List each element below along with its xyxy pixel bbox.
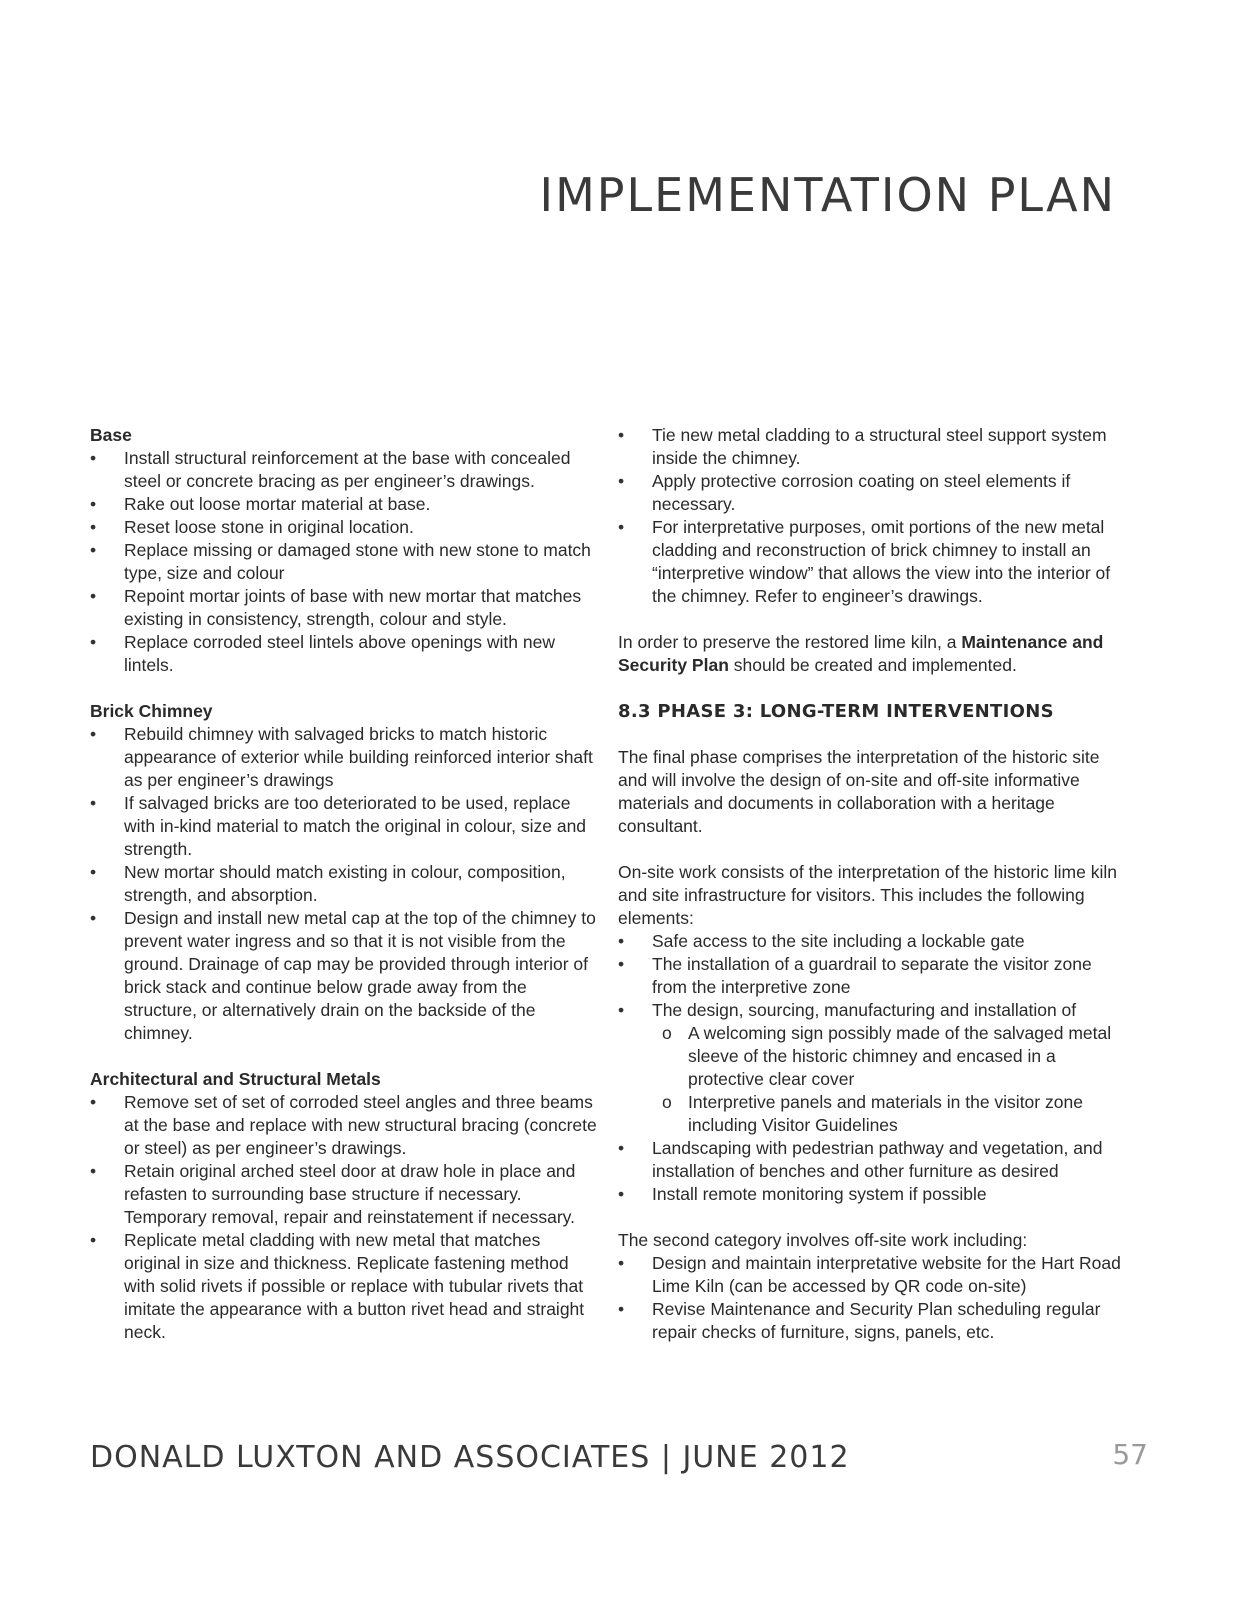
list-item: • If salvaged bricks are too deteriorated to be used, replace with in-kind material to match the original in colour, size and strength. xyxy=(90,792,600,861)
list-item: • Rebuild chimney with salvaged bricks to match historic appearance of exterior while building reinforced interior shaft as per engineer’s drawings xyxy=(90,723,600,792)
onsite-list xyxy=(618,930,1128,1206)
list-item: • The installation of a guardrail to separate the visitor zone from the interpretive zone xyxy=(618,953,1128,999)
onsite-intro: On-site work consists of the interpretation of the historic lime kiln and site infrastructure for visitors. This includes the following elements: xyxy=(618,862,1117,928)
sub-list xyxy=(652,1022,1128,1137)
page-number: 57 xyxy=(1112,1438,1148,1471)
list-item: • Design and maintain interpretative website for the Hart Road Lime Kiln (can be accessed by QR code on-site) xyxy=(618,1252,1128,1298)
phase-heading: 8.3 PHASE 3: LONG-TERM INTERVENTIONS xyxy=(618,701,1054,722)
list-item: • Replace corroded steel lintels above openings with new lintels. xyxy=(90,631,600,677)
right-column xyxy=(618,424,1128,1367)
list-item-text: The design, sourcing, manufacturing and installation of xyxy=(652,1000,1077,1020)
list-item: • Replicate metal cladding with new metal that matches original in size and thickness. Replicate fastening method with solid rivets if possible or replace with tubular rivets that imitate the appearance with a button rivet head and straight neck. xyxy=(90,1229,600,1344)
onsite-section xyxy=(618,861,1128,1206)
chimney-heading: Brick Chimney xyxy=(90,701,213,721)
list-item: • New mortar should match existing in colour, composition, strength, and absorption. xyxy=(90,861,600,907)
list-item: • Remove set of set of corroded steel angles and three beams at the base and replace with new structural bracing (concrete or steel) as per engineer’s drawings. xyxy=(90,1091,600,1160)
maintenance-plan-term: Maintenance and Security Plan xyxy=(618,632,1104,675)
metals-list xyxy=(90,1091,600,1344)
metals-section xyxy=(90,1068,600,1344)
page-title: IMPLEMENTATION PLAN xyxy=(539,168,1116,222)
list-item: • Replace missing or damaged stone with new stone to match type, size and colour xyxy=(90,539,600,585)
base-section xyxy=(90,424,600,677)
list-item: • Install structural reinforcement at the base with concealed steel or concrete bracing as per engineer’s drawings. xyxy=(90,447,600,493)
list-item: • Revise Maintenance and Security Plan scheduling regular repair checks of furniture, signs, panels, etc. xyxy=(618,1298,1128,1344)
list-item: • Tie new metal cladding to a structural steel support system inside the chimney. xyxy=(618,424,1128,470)
list-item: • Safe access to the site including a lockable gate xyxy=(618,930,1128,953)
list-item: • Retain original arched steel door at draw hole in place and refasten to surrounding base structure if necessary. Temporary removal, repair and reinstatement if necessary. xyxy=(90,1160,600,1229)
metals-continued-list xyxy=(618,424,1128,608)
list-item: • For interpretative purposes, omit portions of the new metal cladding and reconstruction of brick chimney to install an “interpretive window” that allows the view into the interior of the chimney. Refer to engineer’s drawings. xyxy=(618,516,1128,608)
list-item: • Landscaping with pedestrian pathway and vegetation, and installation of benches and other furniture as desired xyxy=(618,1137,1128,1183)
chimney-list xyxy=(90,723,600,1045)
list-item: • Rake out loose mortar material at base. xyxy=(90,493,600,516)
metals-heading: Architectural and Structural Metals xyxy=(90,1069,381,1089)
offsite-intro: The second category involves off-site work including: xyxy=(618,1230,1028,1250)
list-item: • Apply protective corrosion coating on steel elements if necessary. xyxy=(618,470,1128,516)
list-item: • Repoint mortar joints of base with new mortar that matches existing in consistency, strength, colour and style. xyxy=(90,585,600,631)
base-heading: Base xyxy=(90,425,132,445)
list-item: • Design and install new metal cap at the top of the chimney to prevent water ingress and so that it is not visible from the ground. Drainage of cap may be provided through interior of brick stack and continue below grade away from the structure, or alternatively drain on the backside of the chimney. xyxy=(90,907,600,1045)
list-item: • Reset loose stone in original location. xyxy=(90,516,600,539)
offsite-section xyxy=(618,1229,1128,1344)
chimney-section xyxy=(90,700,600,1045)
maintenance-text-before: In order to preserve the restored lime kiln, a xyxy=(618,632,962,652)
maintenance-paragraph xyxy=(618,631,1128,677)
list-item: • Install remote monitoring system if possible xyxy=(618,1183,1128,1206)
base-list xyxy=(90,447,600,677)
phase-intro: The final phase comprises the interpretation of the historic site and will involve the design of on-site and off-site informative materials and documents in collaboration with a heritage consultant. xyxy=(618,747,1100,836)
list-item xyxy=(618,999,1128,1137)
sub-list-item: o A welcoming sign possibly made of the salvaged metal sleeve of the historic chimney and encased in a protective clear cover xyxy=(652,1022,1128,1091)
footer-text: DONALD LUXTON AND ASSOCIATES | JUNE 2012 xyxy=(90,1440,850,1475)
offsite-list xyxy=(618,1252,1128,1344)
maintenance-text-after: should be created and implemented. xyxy=(728,655,1017,675)
sub-list-item: o Interpretive panels and materials in the visitor zone including Visitor Guidelines xyxy=(652,1091,1128,1137)
left-column xyxy=(90,424,600,1367)
